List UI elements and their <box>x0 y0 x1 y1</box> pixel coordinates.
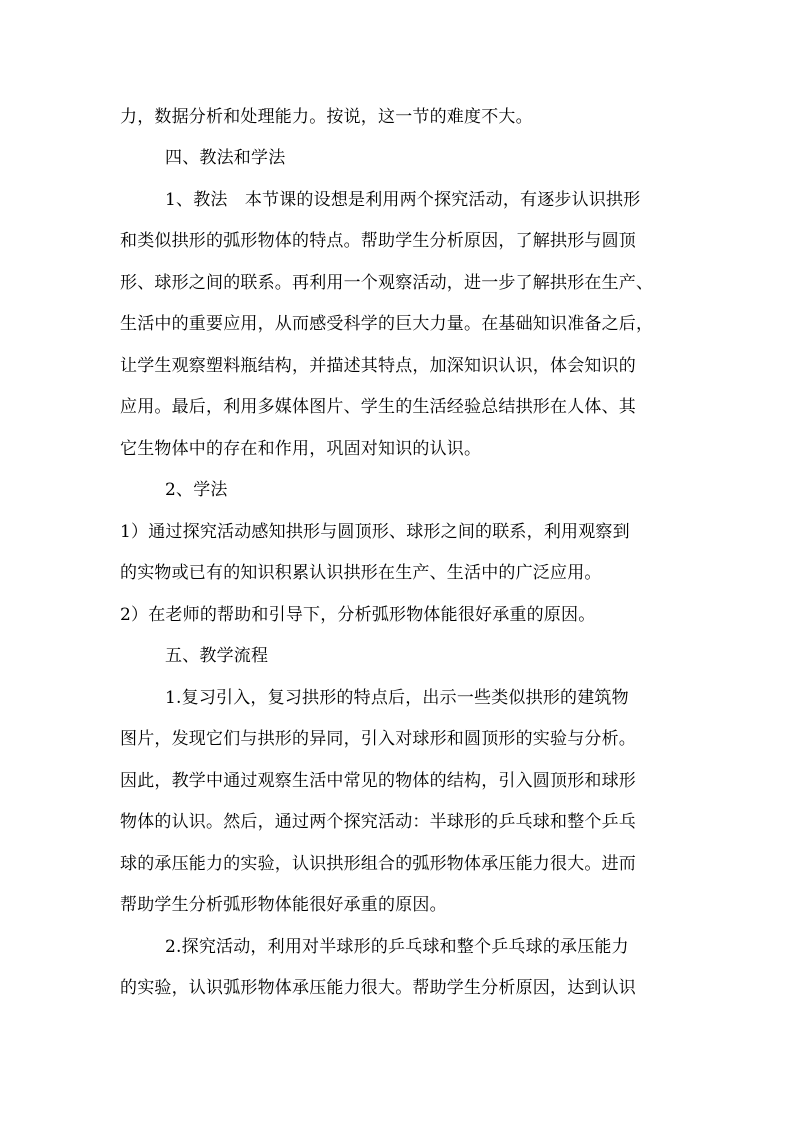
text-line-20: 帮助学生分析弧形物体能很好承重的原因。 <box>120 895 447 915</box>
subheading-learning-method: 2、学法 <box>165 480 228 500</box>
text-line-6: 生活中的重要应用，从而感受科学的巨大力量。在基础知识准备之后， <box>120 314 654 334</box>
text-line-19: 球的承压能力的实验，认识拱形组合的弧形物体承压能力很大。进而 <box>120 854 636 874</box>
text-line-11: 1）通过探究活动感知拱形与圆顶形、球形之间的联系，利用观察到 <box>120 522 630 542</box>
text-line-5: 形、球形之间的联系。再利用一个观察活动，进一步了解拱形在生产、 <box>120 273 654 293</box>
text-line-review: 1.复习引入，复习拱形的特点后，出示一些类似拱形的建筑物 <box>165 688 629 708</box>
text-line-4: 和类似拱形的弧形物体的特点。帮助学生分析原因，了解拱形与圆顶 <box>120 231 636 251</box>
text-line-16: 图片，发现它们与拱形的异同，引入对球形和圆顶形的实验与分析。 <box>120 729 636 749</box>
text-line-1: 力，数据分析和处理能力。按说，这一节的难度不大。 <box>120 107 533 127</box>
text-line-13: 2）在老师的帮助和引导下，分析弧形物体能很好承重的原因。 <box>120 605 596 625</box>
text-line-9: 它生物体中的存在和作用，巩固对知识的认识。 <box>120 439 482 459</box>
text-line-inquiry: 2.探究活动，利用对半球形的乒乓球和整个乒乓球的承压能力 <box>165 937 629 957</box>
text-line-12: 的实物或已有的知识积累认识拱形在生产、生活中的广泛应用。 <box>120 563 602 583</box>
text-line-teaching-method: 1、教法 本节课的设想是利用两个探究活动，有逐步认识拱形 <box>165 190 641 210</box>
text-line-22: 的实验，认识弧形物体承压能力很大。帮助学生分析原因，达到认识 <box>120 978 636 998</box>
section-heading-flow: 五、教学流程 <box>165 646 269 666</box>
section-heading-methods: 四、教法和学法 <box>165 148 286 168</box>
text-line-17: 因此，教学中通过观察生活中常见的物体的结构，引入圆顶形和球形 <box>120 771 636 791</box>
text-line-8: 应用。最后，利用多媒体图片、学生的生活经验总结拱形在人体、其 <box>120 397 636 417</box>
text-line-7: 让学生观察塑料瓶结构，并描述其特点，加深知识认识，体会知识的 <box>120 356 636 376</box>
text-line-18: 物体的认识。然后，通过两个探究活动：半球形的乒乓球和整个乒乓 <box>120 812 636 832</box>
